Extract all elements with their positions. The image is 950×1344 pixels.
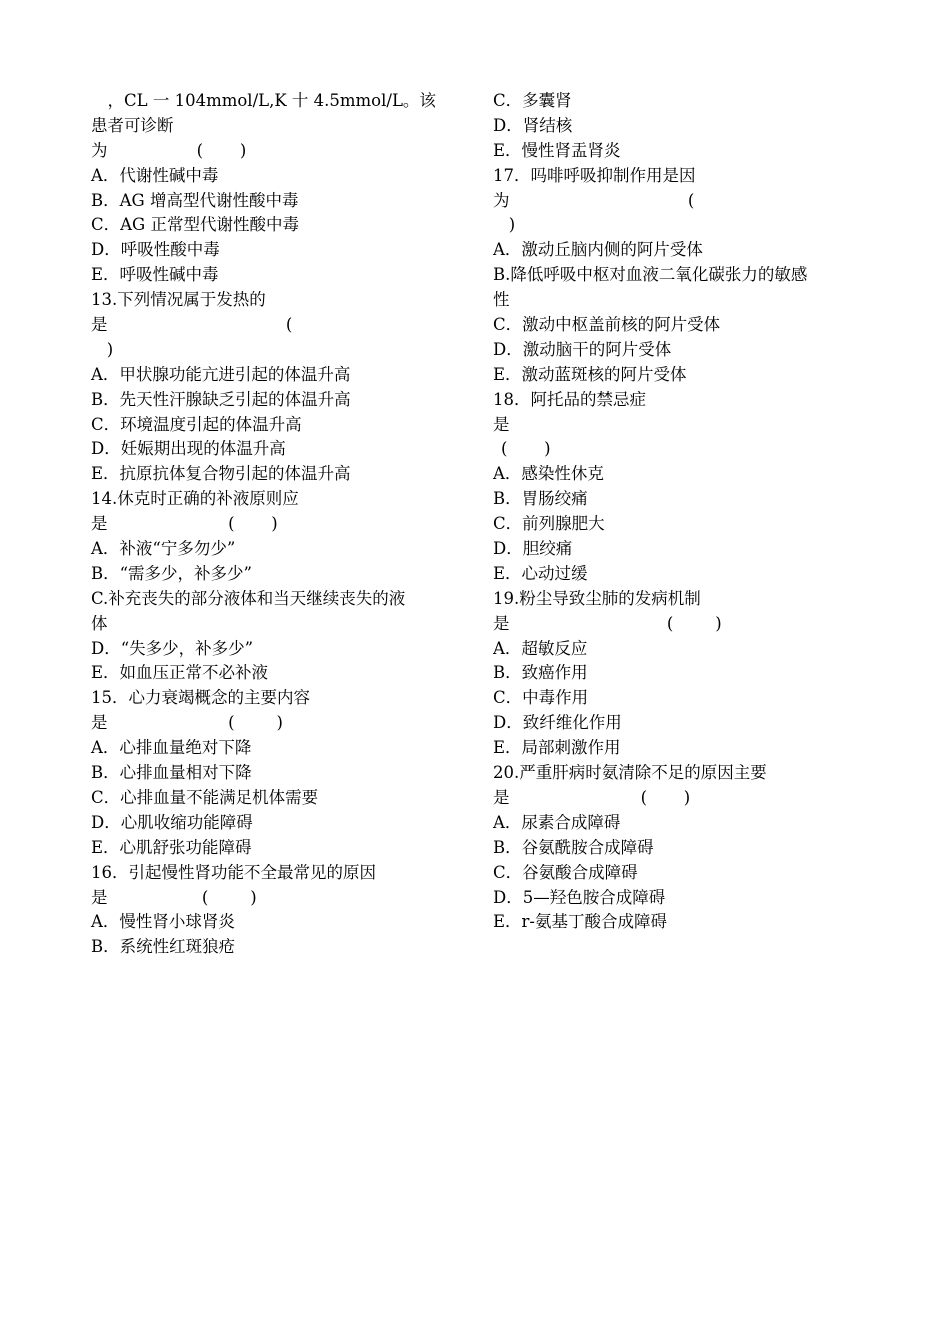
option-line: A．慢性肾小球肾炎 [91, 912, 235, 932]
option-line: E．慢性肾盂肾炎 [493, 140, 621, 160]
question-line: 为 ( [493, 190, 695, 210]
question-line: 是 ( ) [91, 514, 278, 534]
option-line: D．致纤维化作用 [493, 713, 622, 733]
option-line: C．环境温度引起的体温升高 [91, 414, 302, 434]
option-line: A．心排血量绝对下降 [91, 738, 252, 758]
option-line: B．心排血量相对下降 [91, 763, 252, 783]
option-line: C．中毒作用 [493, 688, 589, 708]
question-line: 是 ( ) [493, 787, 691, 807]
option-line: A．激动丘脑内侧的阿片受体 [493, 240, 703, 260]
option-line: E．如血压正常不必补液 [91, 663, 269, 683]
option-line: D．肾结核 [493, 115, 573, 135]
option-line: B．AG 增高型代谢性酸中毒 [91, 190, 299, 210]
question-line: ( ) [501, 439, 551, 459]
option-line: C．心排血量不能满足机体需要 [91, 787, 319, 807]
question-line: 16．引起慢性肾功能不全最常见的原因 [91, 862, 376, 882]
option-line: B．谷氨酰胺合成障碍 [493, 837, 654, 857]
option-line: 体 [91, 613, 108, 633]
option-line: C．AG 正常型代谢性酸中毒 [91, 215, 299, 235]
option-line: B．系统性红斑狼疮 [91, 937, 236, 957]
option-line: C．激动中枢盖前核的阿片受体 [493, 315, 721, 335]
question-line: 19.粉尘导致尘肺的发病机制 [493, 588, 701, 608]
option-line: A．尿素合成障碍 [493, 812, 621, 832]
right-column [493, 89, 865, 935]
option-line: A．超敏反应 [493, 638, 588, 658]
question-line: 20.严重肝病时氨清除不足的原因主要 [493, 763, 767, 783]
option-line: A．补液“宁多勿少” [91, 539, 236, 559]
left-column [91, 89, 463, 960]
text-line: ，CL 一 104mmol/L,K 十 4.5mmol/L。该 [91, 91, 436, 110]
question-line: 15．心力衰竭概念的主要内容 [91, 688, 310, 708]
question-line: 17．吗啡呼吸抑制作用是因 [493, 165, 696, 185]
question-line: 是 ( ) [91, 887, 257, 907]
option-line: E．激动蓝斑核的阿片受体 [493, 364, 687, 384]
question-line: ) [91, 339, 114, 359]
option-line: D．胆绞痛 [493, 539, 573, 559]
option-line: A．甲状腺功能亢进引起的体温升高 [91, 364, 351, 384]
option-line: C．多囊肾 [493, 91, 572, 110]
option-line: E．呼吸性碱中毒 [91, 265, 219, 285]
option-line: C．前列腺肥大 [493, 514, 605, 534]
option-line: E．局部刺激作用 [493, 738, 621, 758]
option-line: B.降低呼吸中枢对血液二氧化碳张力的敏感 [493, 265, 808, 285]
option-line: B．“需多少，补多少” [91, 563, 252, 583]
question-line: 14.休克时正确的补液原则应 [91, 489, 299, 509]
option-line: D．5—羟色胺合成障碍 [493, 887, 666, 907]
option-line: B．先天性汗腺缺乏引起的体温升高 [91, 389, 351, 409]
option-line: B．致癌作用 [493, 663, 588, 683]
option-line: E．心肌舒张功能障碍 [91, 837, 252, 857]
option-line: A．代谢性碱中毒 [91, 165, 219, 185]
option-line: E．抗原抗体复合物引起的体温升高 [91, 464, 351, 484]
option-line: D．“失多少，补多少” [91, 638, 254, 658]
option-line: D．呼吸性酸中毒 [91, 240, 220, 260]
question-line: 是 ( [91, 315, 293, 335]
option-line: B．胃肠绞痛 [493, 489, 588, 509]
option-line: C.补充丧失的部分液体和当天继续丧失的液 [91, 588, 406, 608]
option-line: E．r-氨基丁酸合成障碍 [493, 912, 668, 932]
option-line: D．激动脑干的阿片受体 [493, 339, 672, 359]
question-line: 18．阿托品的禁忌症 [493, 389, 646, 409]
option-line: E．心动过缓 [493, 563, 588, 583]
option-line: C．谷氨酸合成障碍 [493, 862, 638, 882]
option-line: 性 [493, 290, 510, 310]
text-line: 患者可诊断 [91, 115, 174, 135]
question-line: 13.下列情况属于发热的 [91, 290, 266, 310]
question-line: 是 ( ) [91, 713, 283, 733]
option-line: D．心肌收缩功能障碍 [91, 812, 253, 832]
option-line: A．感染性休克 [493, 464, 604, 484]
text-line: 为 ( ) [91, 140, 247, 160]
question-line: ) [493, 215, 516, 235]
question-line: 是 [493, 414, 510, 434]
option-line: D．妊娠期出现的体温升高 [91, 439, 286, 459]
question-line: 是 ( ) [493, 613, 722, 633]
